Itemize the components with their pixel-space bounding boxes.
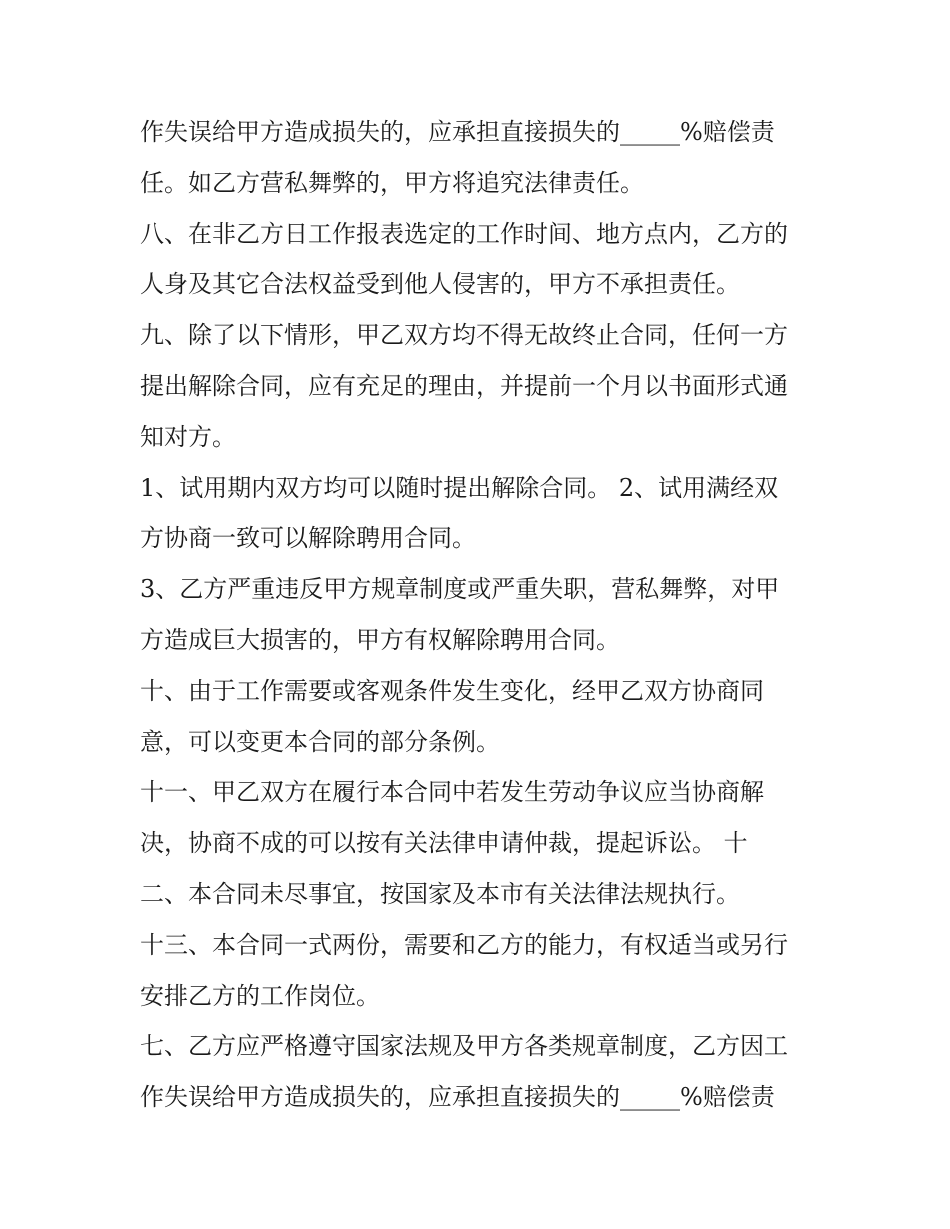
text-line: 十三、本合同一式两份，需要和乙方的能力，有权适当或另行 xyxy=(140,930,788,959)
text-line: 决，协商不成的可以按有关法律申请仲裁，提起诉讼。 十 xyxy=(140,829,748,858)
text-line: 二、本合同未尽事宜，按国家及本市有关法律法规执行。 xyxy=(140,879,740,908)
text-line: 知对方。 xyxy=(140,422,236,451)
text-line: 九、除了以下情形，甲乙双方均不得无故终止合同，任何一方 xyxy=(140,321,788,350)
text-line: 方造成巨大损害的，甲方有权解除聘用合同。 xyxy=(140,625,620,654)
text-line: 十一、甲乙双方在履行本合同中若发生劳动争议应当协商解 xyxy=(140,778,764,807)
text-line: 3、乙方严重违反甲方规章制度或严重失职，营私舞弊，对甲 xyxy=(140,575,780,604)
text-line: 任。如乙方营私舞弊的，甲方将追究法律责任。 xyxy=(140,168,644,197)
text-line: 安排乙方的工作岗位。 xyxy=(140,981,380,1010)
document-body xyxy=(140,107,820,1123)
text-line: 意，可以变更本合同的部分条例。 xyxy=(140,727,500,756)
text-line: 1、试用期内双方均可以随时提出解除合同。 2、试用满经双 xyxy=(140,473,779,502)
text-line: 人身及其它合法权益受到他人侵害的，甲方不承担责任。 xyxy=(140,270,740,299)
text-line: 作失误给甲方造成损失的，应承担直接损失的_____%赔偿责 xyxy=(140,118,775,146)
text-line: 作失误给甲方造成损失的，应承担直接损失的_____%赔偿责 xyxy=(140,1083,775,1112)
text-line: 十、由于工作需要或客观条件发生变化，经甲乙双方协商同 xyxy=(140,676,764,705)
text-line: 提出解除合同，应有充足的理由，并提前一个月以书面形式通 xyxy=(140,371,788,400)
text-line: 方协商一致可以解除聘用合同。 xyxy=(140,524,476,553)
text-line: 八、在非乙方日工作报表选定的工作时间、地方点内，乙方的 xyxy=(140,219,788,248)
text-line: 七、乙方应严格遵守国家法规及甲方各类规章制度，乙方因工 xyxy=(140,1032,788,1061)
